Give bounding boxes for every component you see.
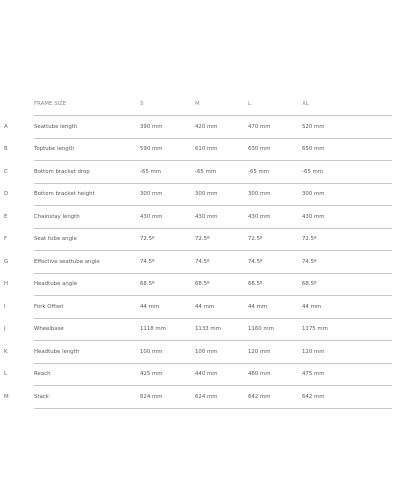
header-size-m: M (195, 93, 248, 116)
value-size-s: 1118 mm (140, 318, 195, 341)
value-size-m: 300 mm (195, 183, 248, 206)
value-size-xl: 44 mm (302, 296, 392, 319)
table-row (4, 116, 392, 139)
value-size-m: 1133 mm (195, 318, 248, 341)
table-row (4, 206, 392, 229)
measurement-name: Reach (34, 363, 140, 386)
table-row (4, 161, 392, 184)
measurement-name: Toptube length (34, 138, 140, 161)
value-size-s: 425 mm (140, 363, 195, 386)
value-size-s: 74.5º (140, 251, 195, 274)
row-letter: I (4, 303, 6, 310)
table-row (4, 228, 392, 251)
value-size-xl: 72.5º (302, 228, 392, 251)
row-letter: B (4, 146, 8, 153)
row-letter: A (4, 123, 8, 130)
value-size-l: 642 mm (248, 386, 302, 409)
value-size-xl: 430 mm (302, 206, 392, 229)
value-size-m: 624 mm (195, 386, 248, 409)
measurement-name: Stack (34, 386, 140, 409)
row-letter: E (4, 213, 8, 220)
table-row (4, 363, 392, 386)
value-size-l: 300 mm (248, 183, 302, 206)
row-letter: F (4, 236, 8, 243)
row-letter: K (4, 348, 8, 355)
measurement-name: Effective seattube angle (34, 251, 140, 274)
value-size-xl: 475 mm (302, 363, 392, 386)
value-size-xl: 642 mm (302, 386, 392, 409)
table-row (4, 138, 392, 161)
row-letter: D (4, 191, 9, 198)
value-size-m: 420 mm (195, 116, 248, 139)
value-size-s: 72.5º (140, 228, 195, 251)
table-row (4, 251, 392, 274)
measurement-name: Bottom bracket drop (34, 161, 140, 184)
value-size-l: 1160 mm (248, 318, 302, 341)
value-size-l: 68.5º (248, 273, 302, 296)
measurement-name: Wheelbase (34, 318, 140, 341)
value-size-m: 440 mm (195, 363, 248, 386)
header-frame-size: FRAME SIZE (34, 93, 140, 116)
value-size-l: 460 mm (248, 363, 302, 386)
row-letter: J (4, 326, 6, 333)
value-size-s: 590 mm (140, 138, 195, 161)
value-size-s: 100 mm (140, 341, 195, 364)
measurement-name: Chainstay length (34, 206, 140, 229)
value-size-m: 610 mm (195, 138, 248, 161)
header-letter-cell (4, 93, 34, 116)
value-size-l: 120 mm (248, 341, 302, 364)
value-size-s: 300 mm (140, 183, 195, 206)
value-size-m: 74.5º (195, 251, 248, 274)
value-size-xl: 520 mm (302, 116, 392, 139)
value-size-s: -65 mm (140, 161, 195, 184)
value-size-m: 72.5º (195, 228, 248, 251)
table-row (4, 296, 392, 319)
value-size-l: 430 mm (248, 206, 302, 229)
value-size-m: 68.5º (195, 273, 248, 296)
measurement-name: Bottom bracket height (34, 183, 140, 206)
row-letter: H (4, 281, 9, 288)
header-size-xl: XL (302, 93, 392, 116)
table-row (4, 341, 392, 364)
geometry-table (4, 93, 392, 409)
table-row (4, 183, 392, 206)
value-size-m: 430 mm (195, 206, 248, 229)
header-size-l: L (248, 93, 302, 116)
row-letter: M (4, 393, 9, 400)
value-size-xl: 74.5º (302, 251, 392, 274)
value-size-xl: 120 mm (302, 341, 392, 364)
row-letter: L (4, 371, 8, 378)
value-size-xl: 650 mm (302, 138, 392, 161)
measurement-name: Fork Offset (34, 296, 140, 319)
value-size-s: 44 mm (140, 296, 195, 319)
value-size-l: 74.5º (248, 251, 302, 274)
table-header-row (4, 93, 392, 116)
row-letter: G (4, 258, 9, 265)
header-size-s: S (140, 93, 195, 116)
value-size-l: -65 mm (248, 161, 302, 184)
value-size-xl: -65 mm (302, 161, 392, 184)
table-row (4, 273, 392, 296)
value-size-s: 68.5º (140, 273, 195, 296)
value-size-xl: 300 mm (302, 183, 392, 206)
value-size-xl: 1175 mm (302, 318, 392, 341)
value-size-xl: 68.5º (302, 273, 392, 296)
measurement-name: Seat tube angle (34, 228, 140, 251)
measurement-name: Headtube length (34, 341, 140, 364)
value-size-m: 100 mm (195, 341, 248, 364)
value-size-l: 470 mm (248, 116, 302, 139)
value-size-s: 624 mm (140, 386, 195, 409)
measurement-name: Headtube angle (34, 273, 140, 296)
table-row (4, 386, 392, 409)
value-size-l: 72.5º (248, 228, 302, 251)
value-size-s: 390 mm (140, 116, 195, 139)
value-size-l: 44 mm (248, 296, 302, 319)
value-size-m: -65 mm (195, 161, 248, 184)
value-size-s: 430 mm (140, 206, 195, 229)
table-row (4, 318, 392, 341)
value-size-m: 44 mm (195, 296, 248, 319)
value-size-l: 630 mm (248, 138, 302, 161)
row-letter: C (4, 168, 8, 175)
measurement-name: Seattube length (34, 116, 140, 139)
